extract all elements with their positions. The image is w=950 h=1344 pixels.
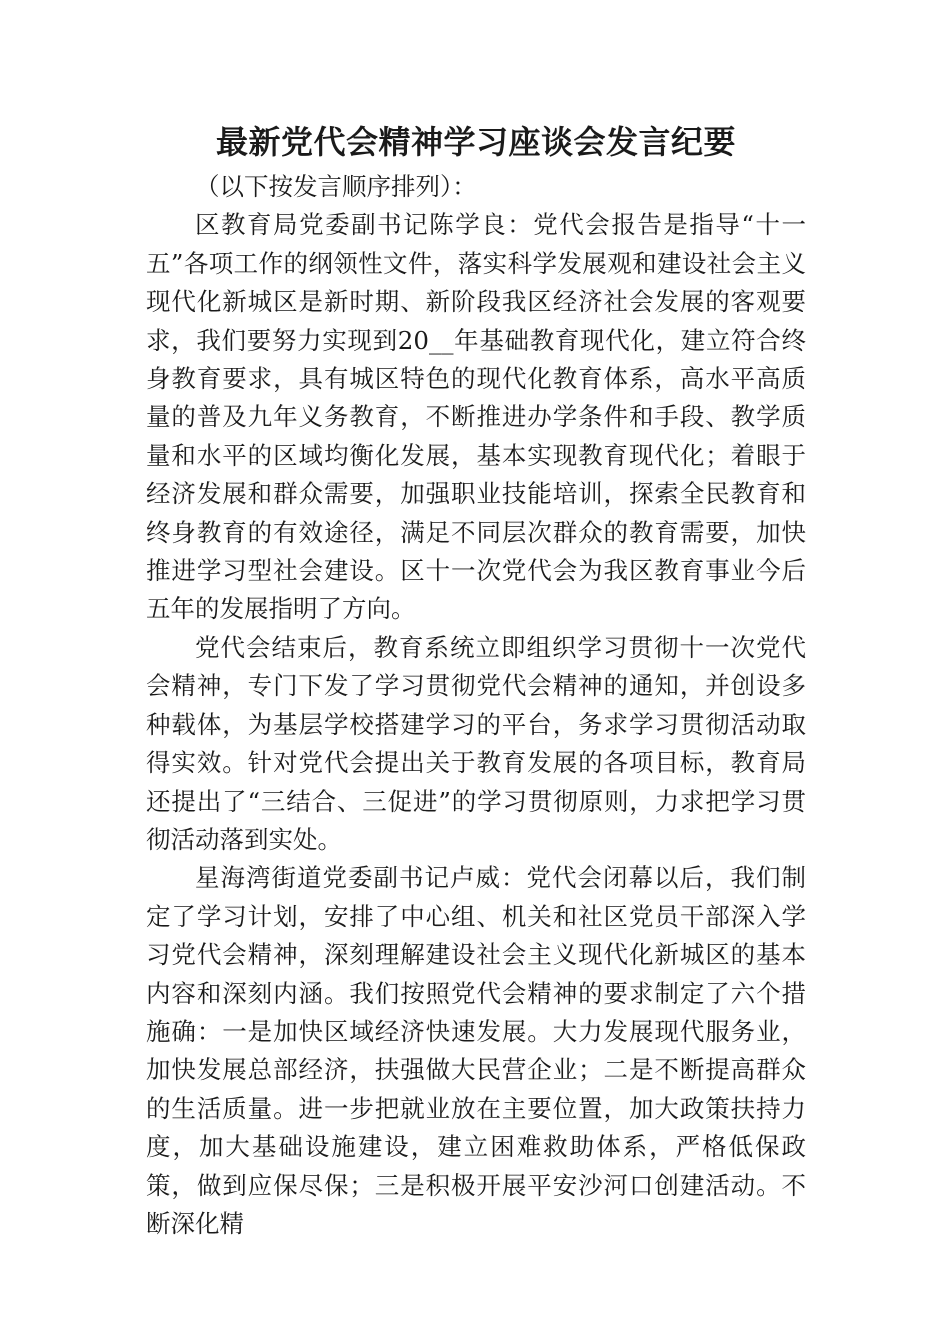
paragraph-lu-wei-speech: 星海湾街道党委副书记卢威：党代会闭幕以后，我们制定了学习计划，安排了中心组、机关和社区党员干部深入学习党代会精神，深刻理解建设社会主义现代化新城区的基本内容和深刻内涵。我们按照党代会精神的要求制定了六个措施确：一是加快区域经济快速发展。大力发展现代服务业，加快发展总部经济，扶强做大民营企业；二是不断提高群众的生活质量。进一步把就业放在主要位置，加大政策扶持力度，加大基础设施建设，建立困难救助体系，严格低保政策，做到应保尽保；三是积极开展平安沙河口创建活动。不断深化精 [146, 863, 806, 1238]
document-page [146, 118, 806, 1243]
document-title: 最新党代会精神学习座谈会发言纪要 [215, 123, 736, 161]
speaking-order-note: （以下按发言顺序排列）： [195, 172, 477, 201]
paragraph-chen-xueliang-speech: 区教育局党委副书记陈学良：党代会报告是指导“十一五”各项工作的纲领性文件，落实科学发展观和建设社会主义现代化新城区是新时期、新阶段我区经济社会发展的客观要求，我们要努力实现到20__年基础教育现代化，建立符合终身教育要求，具有城区特色的现代化教育体系，高水平高质量的普及九年义务教育，不断推进办学条件和手段、教学质量和水平的区域均衡化发展，基本实现教育现代化；着眼于经济发展和群众需要，加强职业技能培训，探索全民教育和终身教育的有效途径，满足不同层次群众的教育需要，加快推进学习型社会建设。区十一次党代会为我区教育事业今后五年的发展指明了方向。 [146, 210, 806, 624]
paragraph-education-bureau-actions: 党代会结束后，教育系统立即组织学习贯彻十一次党代会精神，专门下发了学习贯彻党代会精神的通知，并创设多种载体，为基层学校搭建学习的平台，务求学习贯彻活动取得实效。针对党代会提出关于教育发展的各项目标，教育局还提出了“三结合、三促进”的学习贯彻原则，力求把学习贯彻活动落到实处。 [146, 632, 806, 854]
